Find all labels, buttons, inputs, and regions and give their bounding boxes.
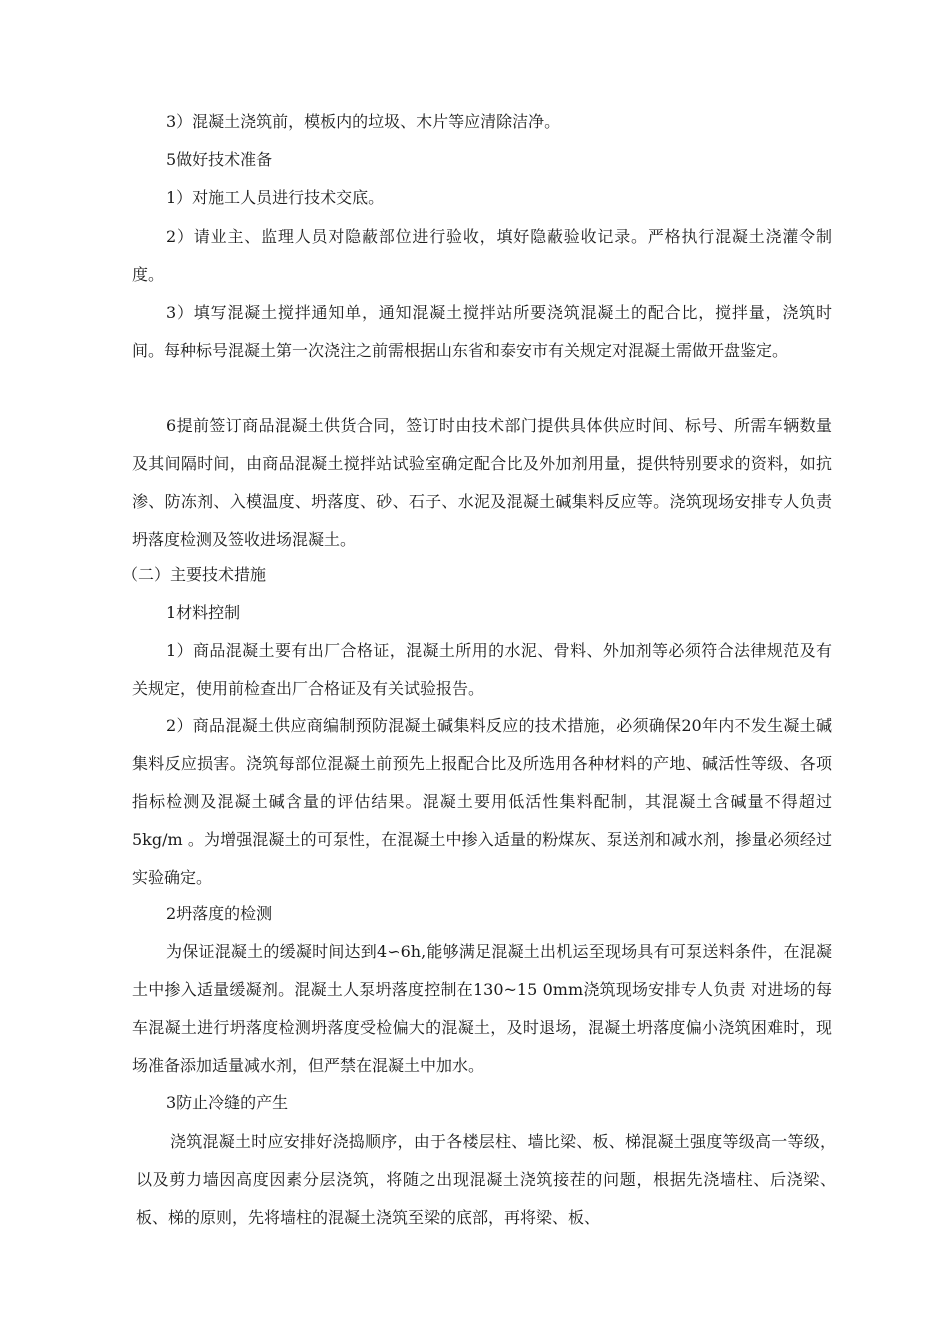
- paragraph-slump-control: 为保证混凝土的缓凝时间达到4∽6h,能够满足混凝土出机运至现场具有可泵送料条件，在混凝土中掺入适量缓凝剂。混凝土人泵坍落度控制在130~15 0mm浇筑现场安排专人负责 对进场的每车混凝土进行坍落度检测坍落度受检偏大的混凝土，及时退场，混凝土坍落度偏小浇筑困难时，现场准备添加适量减水剂，但严禁在混凝土中加水。: [132, 942, 832, 1075]
- heading-cold-joint: 3防止冷缝的产生: [166, 1093, 289, 1112]
- heading-technical-preparation: 5做好技术准备: [166, 150, 273, 169]
- paragraph-certificate: 1）商品混凝土要有出厂合格证，混凝土所用的水泥、骨料、外加剂等必须符合法律规范及有关规定，使用前检查出厂合格证及有关试验报告。: [132, 641, 832, 698]
- paragraph-pour-sequence: 浇筑混凝土时应安排好浇捣顺序，由于各楼层柱、墙比梁、板、梯混凝土强度等级高一等级，以及剪力墙因高度因素分层浇筑，将随之出现混凝土浇筑接茬的问题，根据先浇墙柱、后浇梁、板、梯的原则，先将墙柱的混凝土浇筑至梁的底部，再将梁、板、: [136, 1132, 836, 1227]
- heading-slump-test: 2坍落度的检测: [166, 904, 273, 923]
- heading-material-control: 1材料控制: [166, 603, 241, 622]
- paragraph-alkali-aggregate: 2）商品混凝土供应商编制预防混凝土碱集料反应的技术措施，必须确保20年内不发生凝土碱集料反应损害。浇筑每部位混凝土前预先上报配合比及所选用各种材料的产地、碱活性等级、各项指标检测及混凝土碱含量的评估结果。混凝土要用低活性集料配制，其混凝土含碱量不得超过5kg/m 。为增强混凝土的可泵性，在混凝土中掺入适量的粉煤灰、泵送剂和减水剂，掺量必须经过实验确定。: [132, 716, 832, 887]
- paragraph-hidden-inspection: 2）请业主、监理人员对隐蔽部位进行验收，填好隐蔽验收记录。严格执行混凝土浇灌令制度。: [132, 227, 832, 284]
- section-heading-main-measures: （二）主要技术措施: [122, 565, 267, 584]
- paragraph-technical-briefing: 1）对施工人员进行技术交底。: [166, 188, 385, 207]
- paragraph-mixing-notice: 3）填写混凝土搅拌通知单，通知混凝土搅拌站所要浇筑混凝土的配合比，搅拌量，浇筑时间。每种标号混凝土第一次浇注之前需根据山东省和泰安市有关规定对混凝土需做开盘鉴定。: [132, 303, 832, 360]
- paragraph-cleaning: 3）混凝土浇筑前，模板内的垃圾、木片等应清除洁净。: [166, 112, 561, 131]
- paragraph-supply-contract: 6提前签订商品混凝土供货合同，签订时由技术部门提供具体供应时间、标号、所需车辆数量及其间隔时间，由商品混凝土搅拌站试验室确定配合比及外加剂用量，提供特别要求的资料，如抗渗、防冻剂、入模温度、坍落度、砂、石子、水泥及混凝土碱集料反应等。浇筑现场安排专人负责坍落度检测及签收进场混凝土。: [132, 416, 832, 549]
